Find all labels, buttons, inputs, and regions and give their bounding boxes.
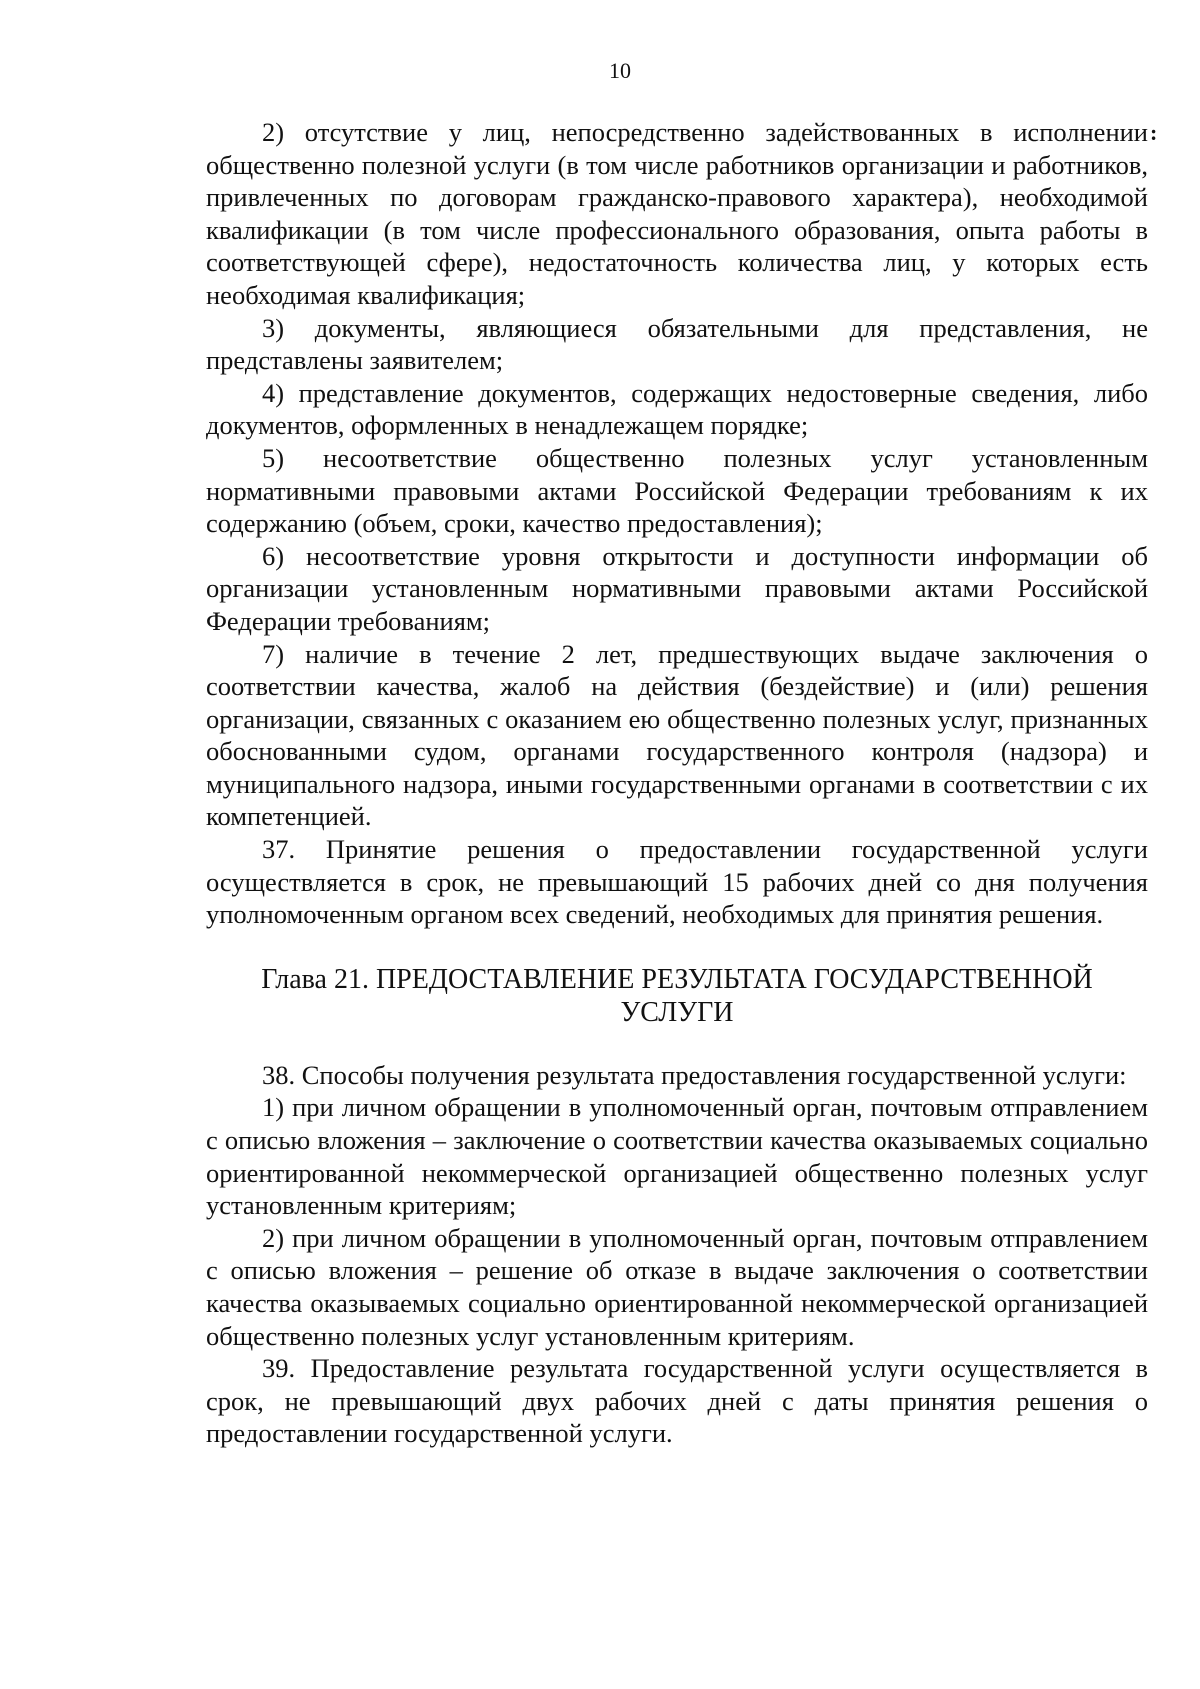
paragraph-item-4: 4) представление документов, содержащих недостоверные сведения, либо документов, оформленных в ненадлежащем порядке; (206, 377, 1148, 441)
paragraph-item-3: 3) документы, являющиеся обязательными для представления, не представлены заявителем; (206, 312, 1148, 376)
paragraph-38: 38. Способы получения результата предоставления государственной услуги: (262, 1059, 1127, 1090)
page-number: 10 (609, 58, 631, 83)
document-body (206, 116, 1148, 1450)
paragraph-38-item-2: 2) при личном обращении в уполномоченный орган, почтовым отправлением с описью вложения – решение об отказе в выдаче заключения о соответствии качества оказываемых социально ориентированной некоммерческой организацией общественно полезных услуг установленным критериям. (206, 1222, 1148, 1351)
paragraph-39: 39. Предоставление результата государственной услуги осуществляется в срок, не превышающий двух рабочих дней с даты принятия решения о предоставлении государственной услуги. (206, 1353, 1148, 1449)
paragraph-item-7: 7) наличие в течение 2 лет, предшествующих выдаче заключения о соответствии качества, жалоб на действия (бездействие) и (или) решения организации, связанных с оказанием ею общественно полезных услуг, признанных обоснованными судом, органами государственного контроля (надзора) и муниципального надзора, иными государственными органами в соответствии с их компетенцией. (206, 638, 1148, 832)
paragraph-item-6: 6) несоответствие уровня открытости и доступности информации об организации установленным нормативными правовыми актами Российской Федерации требованиям; (206, 540, 1148, 636)
paragraph-38-item-1: 1) при личном обращении в уполномоченный орган, почтовым отправлением с описью вложения – заключение о соответствии качества оказываемых социально ориентированной некоммерческой организацией общественно полезных услуг установленным критериям; (206, 1092, 1148, 1221)
paragraph-37: 37. Принятие решения о предоставлении государственной услуги осуществляется в срок, не превышающий 15 рабочих дней со дня получения уполномоченным органом всех сведений, необходимых для принятия решения. (206, 834, 1148, 930)
chapter-heading: Глава 21. ПРЕДОСТАВЛЕНИЕ РЕЗУЛЬТАТА ГОСУДАРСТВЕННОЙ УСЛУГИ (261, 963, 1093, 1028)
paragraph-item-5: 5) несоответствие общественно полезных услуг установленным нормативными правовыми актами Российской Федерации требованиям к их содержанию (объем, сроки, качество предоставления); (206, 442, 1148, 539)
paragraph-item-2: 2) отсутствие у лиц, непосредственно задействованных в исполнении общественно полезной услуги (в том числе работников организации и работников, привлеченных по договорам гражданско-правового характера), необходимой квалификации (в том числе профессионального образования, опыта работы в соответствующей сфере), недостаточность количества лиц, у которых есть необходимая квалификация; (206, 117, 1148, 310)
margin-mark: : (1150, 120, 1158, 145)
